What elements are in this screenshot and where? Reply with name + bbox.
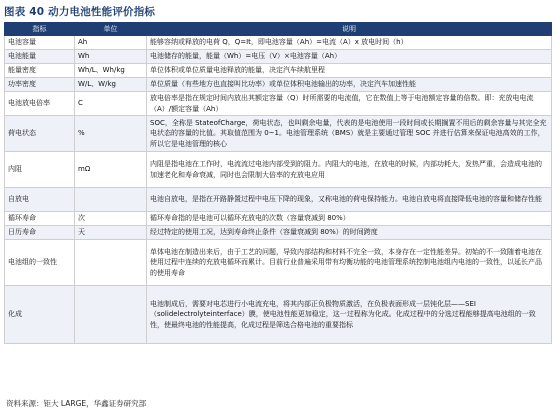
cell-description: 内阻是指电池在工作时，电流流过电池内部受到的阻力。内阻大的电池，在放电的时候，内部功耗大，发热严重，会造成电池的加速老化和寿命衰减，同时也会限制大倍率的充放电应用 (147, 152, 552, 188)
header-indicator: 指标 (5, 23, 75, 36)
cell-description: 电池储存的能量，能量（Wh）=电压（V）×电池容量（Ah） (147, 50, 552, 64)
figure-title: 图表 40 动力电池性能评价指标 (4, 6, 156, 18)
header-unit: 单位 (75, 23, 147, 36)
cell-description: 电池制成后，需要对电芯进行小电流充电，将其内部正负极物质激活，在负极表面形成一层钝化层——SEI（solidelectrolyteinterface）膜，使电池性能更加稳定，这一过程称为化成。化成过程中的分选过程能够提高电池组的一致性，使最终电池的性能提高，化成过程是筛选合格电池的重要指标 (147, 286, 552, 344)
table-row (5, 240, 552, 286)
cell-unit: W/L、W/kg (75, 78, 147, 92)
cell-unit (75, 240, 147, 286)
cell-description: 能够容纳或释放的电荷 Q，Q=It，即电池容量（Ah）=电流（A）x 放电时间（h） (147, 36, 552, 50)
table-body (5, 36, 552, 344)
cell-indicator: 电池组的一致性 (5, 240, 75, 286)
table-row (5, 188, 552, 212)
table-row (5, 212, 552, 226)
metrics-table (4, 22, 552, 344)
table-row (5, 92, 552, 116)
table-row (5, 64, 552, 78)
cell-indicator: 循环寿命 (5, 212, 75, 226)
source-note: 资料来源：钜大 LARGE，华鑫证券研究部 (6, 399, 147, 408)
table-row (5, 226, 552, 240)
cell-description: 循环寿命指的是电池可以循环充放电的次数（容量衰减到 80%） (147, 212, 552, 226)
cell-unit: 次 (75, 212, 147, 226)
cell-unit: C (75, 92, 147, 116)
cell-description: 经过特定的使用工况，达到寿命终止条件（容量衰减到 80%）的时间跨度 (147, 226, 552, 240)
cell-indicator: 电池放电倍率 (5, 92, 75, 116)
cell-description: 电池自放电，是指在开路静置过程中电压下降的现象，又称电池的荷电保持能力。电池自放电将直接降低电池的容量和储存性能 (147, 188, 552, 212)
cell-indicator: 电池能量 (5, 50, 75, 64)
table-row (5, 78, 552, 92)
cell-unit: Wh/L、Wh/kg (75, 64, 147, 78)
cell-indicator: 内阻 (5, 152, 75, 188)
cell-description: 单位质量（有些地方也直接叫比功率）或单位体积电池输出的功率，决定汽车加速性能 (147, 78, 552, 92)
table-row (5, 50, 552, 64)
header-description: 说明 (147, 23, 552, 36)
cell-description: 单位体积或单位质量电池释放的能量，决定汽车续航里程 (147, 64, 552, 78)
table-row (5, 116, 552, 152)
cell-indicator: 功率密度 (5, 78, 75, 92)
cell-indicator: 日历寿命 (5, 226, 75, 240)
cell-indicator: 能量密度 (5, 64, 75, 78)
cell-indicator: 电池容量 (5, 36, 75, 50)
cell-unit: 天 (75, 226, 147, 240)
cell-indicator: 化成 (5, 286, 75, 344)
table-row (5, 36, 552, 50)
table-header (5, 23, 552, 36)
cell-unit: % (75, 116, 147, 152)
table-row (5, 286, 552, 344)
cell-unit: Ah (75, 36, 147, 50)
cell-unit: mΩ (75, 152, 147, 188)
cell-indicator: 自放电 (5, 188, 75, 212)
cell-unit (75, 286, 147, 344)
cell-description: 单体电池在制造出来后，由于工艺的问题，导致内部结构和材料不完全一致，本身存在一定性能差异。初始的不一致随着电池在使用过程中连续的充放电循环而累计。目前行业普遍采用带有均衡功能的电池管理系统控制电池组内电池的一致性，以延长产品的使用寿命 (147, 240, 552, 286)
metrics-table-container (4, 22, 551, 344)
table-row (5, 152, 552, 188)
cell-unit (75, 188, 147, 212)
cell-unit: Wh (75, 50, 147, 64)
cell-description: SOC，全称是 StateofCharge，荷电状态，也叫剩余电量，代表的是电池使用一段时间或长期搁置不用后的剩余容量与其完全充电状态的容量的比值。其取值范围为 0~1。电池管理系统（BMS）就是主要通过管理 SOC 并进行估算来保证电池高效的工作，所以它是电池管理的核心 (147, 116, 552, 152)
cell-description: 放电倍率是指在规定时间内放出其额定容量（Q）时所需要的电流值，它在数值上等于电池额定容量的倍数。即：充放电电流（A）/额定容量（Ah） (147, 92, 552, 116)
cell-indicator: 荷电状态 (5, 116, 75, 152)
